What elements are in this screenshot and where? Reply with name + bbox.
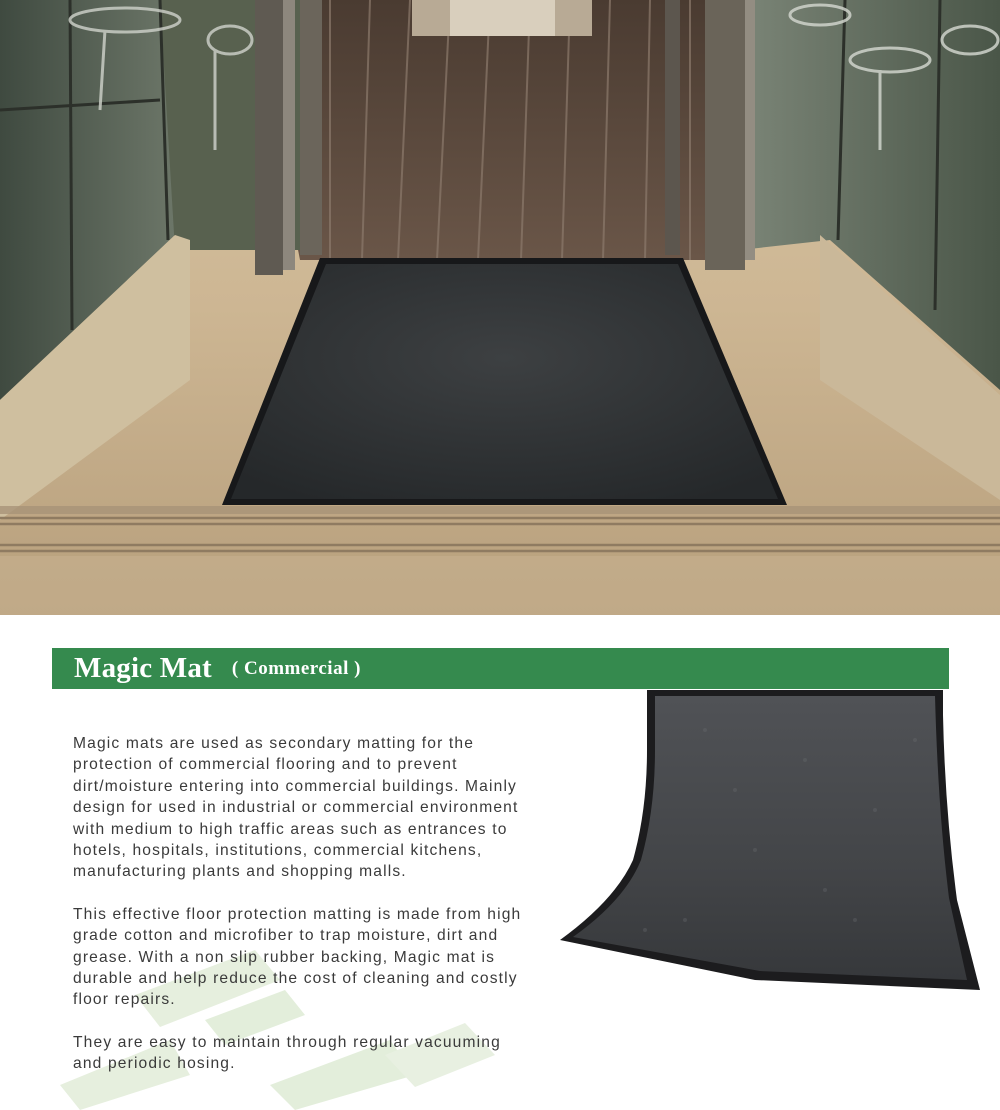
mat-product-photo [555,690,985,995]
product-title: Magic Mat [74,652,212,684]
description-paragraph: Magic mats are used as secondary matting for the protection of commercial flooring and to prevent dirt/moisture entering into commercial buildings. Mainly design for used in industrial or commercial environment with medium to high traffic areas such as entrances to hotels, hospitals, institutions, commercial kitchens, manufacturing plants and shopping malls. [73,735,519,881]
description-paragraph: They are easy to maintain through regular vacuuming and periodic hosing. [73,1033,501,1073]
magic-mat-image [555,690,985,995]
product-category: ( Commercial ) [231,657,361,679]
description-paragraph: This effective floor protection matting is made from high grade cotton and microfiber to trap moisture, dirt and grease. With a non slip rubber backing, Magic mat is durable and help reduce the cost of cleaning and costly floor repairs. [73,905,522,1009]
product-description [73,733,535,1096]
title-bar [52,648,949,689]
